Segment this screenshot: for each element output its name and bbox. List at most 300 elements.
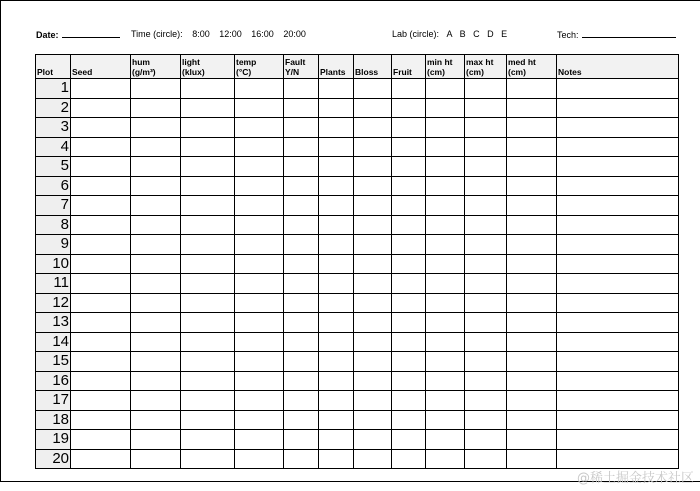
cell-plants[interactable] xyxy=(319,215,354,235)
cell-bloss[interactable] xyxy=(354,449,392,469)
cell-med-ht[interactable] xyxy=(507,313,557,333)
cell-max-ht[interactable] xyxy=(465,391,507,411)
cell-temp[interactable] xyxy=(235,157,284,177)
cell-light[interactable] xyxy=(181,137,235,157)
cell-fruit[interactable] xyxy=(392,352,426,372)
cell-plants[interactable] xyxy=(319,430,354,450)
cell-notes[interactable] xyxy=(557,293,679,313)
column-header-seed xyxy=(71,55,131,79)
cell-fault[interactable] xyxy=(284,79,319,99)
cell-bloss[interactable] xyxy=(354,410,392,430)
cell-max-ht[interactable] xyxy=(465,98,507,118)
cell-min-ht[interactable] xyxy=(426,430,465,450)
cell-fruit[interactable] xyxy=(392,176,426,196)
lab-option: C xyxy=(473,29,480,39)
cell-temp[interactable] xyxy=(235,176,284,196)
cell-seed[interactable] xyxy=(71,235,131,255)
cell-max-ht[interactable] xyxy=(465,332,507,352)
cell-med-ht[interactable] xyxy=(507,196,557,216)
cell-light[interactable] xyxy=(181,79,235,99)
cell-light[interactable] xyxy=(181,235,235,255)
cell-temp[interactable] xyxy=(235,410,284,430)
date-blank-line xyxy=(62,29,120,38)
cell-light[interactable] xyxy=(181,391,235,411)
column-header-fruit xyxy=(392,55,426,79)
column-header-hum xyxy=(131,55,181,79)
cell-fruit[interactable] xyxy=(392,449,426,469)
cell-seed[interactable] xyxy=(71,293,131,313)
cell-fault[interactable] xyxy=(284,449,319,469)
cell-light[interactable] xyxy=(181,118,235,138)
cell-seed[interactable] xyxy=(71,196,131,216)
cell-plants[interactable] xyxy=(319,274,354,294)
cell-fault[interactable] xyxy=(284,137,319,157)
cell-med-ht[interactable] xyxy=(507,332,557,352)
cell-max-ht[interactable] xyxy=(465,449,507,469)
cell-fault[interactable] xyxy=(284,196,319,216)
cell-fruit[interactable] xyxy=(392,293,426,313)
cell-bloss[interactable] xyxy=(354,371,392,391)
cell-hum[interactable] xyxy=(131,196,181,216)
cell-temp[interactable] xyxy=(235,430,284,450)
cell-bloss[interactable] xyxy=(354,391,392,411)
cell-seed[interactable] xyxy=(71,430,131,450)
column-header-light xyxy=(181,55,235,79)
cell-bloss[interactable] xyxy=(354,118,392,138)
cell-temp[interactable] xyxy=(235,79,284,99)
cell-max-ht[interactable] xyxy=(465,196,507,216)
cell-hum[interactable] xyxy=(131,391,181,411)
table-row xyxy=(36,176,679,196)
cell-min-ht[interactable] xyxy=(426,98,465,118)
cell-notes[interactable] xyxy=(557,98,679,118)
table-row xyxy=(36,196,679,216)
cell-bloss[interactable] xyxy=(354,176,392,196)
cell-fruit[interactable] xyxy=(392,332,426,352)
cell-plants[interactable] xyxy=(319,391,354,411)
cell-notes[interactable] xyxy=(557,313,679,333)
cell-notes[interactable] xyxy=(557,137,679,157)
cell-fault[interactable] xyxy=(284,352,319,372)
cell-notes[interactable] xyxy=(557,157,679,177)
cell-fruit[interactable] xyxy=(392,196,426,216)
column-header-med-ht xyxy=(507,55,557,79)
cell-light[interactable] xyxy=(181,352,235,372)
cell-fault[interactable] xyxy=(284,215,319,235)
cell-hum[interactable] xyxy=(131,371,181,391)
cell-med-ht[interactable] xyxy=(507,274,557,294)
cell-med-ht[interactable] xyxy=(507,215,557,235)
table-row xyxy=(36,157,679,177)
cell-fault[interactable] xyxy=(284,235,319,255)
tech-label: Tech: xyxy=(557,30,579,40)
cell-light[interactable] xyxy=(181,176,235,196)
cell-seed[interactable] xyxy=(71,371,131,391)
cell-med-ht[interactable] xyxy=(507,254,557,274)
table-row xyxy=(36,137,679,157)
cell-min-ht[interactable] xyxy=(426,118,465,138)
cell-min-ht[interactable] xyxy=(426,79,465,99)
cell-hum[interactable] xyxy=(131,176,181,196)
table-row xyxy=(36,410,679,430)
cell-seed[interactable] xyxy=(71,176,131,196)
cell-fruit[interactable] xyxy=(392,254,426,274)
cell-plants[interactable] xyxy=(319,196,354,216)
cell-temp[interactable] xyxy=(235,371,284,391)
cell-temp[interactable] xyxy=(235,352,284,372)
cell-bloss[interactable] xyxy=(354,274,392,294)
cell-plants[interactable] xyxy=(319,118,354,138)
cell-med-ht[interactable] xyxy=(507,371,557,391)
cell-med-ht[interactable] xyxy=(507,449,557,469)
cell-min-ht[interactable] xyxy=(426,235,465,255)
cell-seed[interactable] xyxy=(71,137,131,157)
cell-seed[interactable] xyxy=(71,118,131,138)
plot-number: 10 xyxy=(36,254,71,274)
cell-fruit[interactable] xyxy=(392,215,426,235)
cell-hum[interactable] xyxy=(131,79,181,99)
table-row xyxy=(36,430,679,450)
cell-bloss[interactable] xyxy=(354,157,392,177)
cell-fruit[interactable] xyxy=(392,430,426,450)
cell-notes[interactable] xyxy=(557,254,679,274)
cell-seed[interactable] xyxy=(71,352,131,372)
cell-plants[interactable] xyxy=(319,157,354,177)
column-header-line2: Seed xyxy=(72,67,93,77)
cell-notes[interactable] xyxy=(557,430,679,450)
cell-light[interactable] xyxy=(181,254,235,274)
cell-min-ht[interactable] xyxy=(426,371,465,391)
cell-plants[interactable] xyxy=(319,137,354,157)
column-header-notes xyxy=(557,55,679,79)
cell-notes[interactable] xyxy=(557,215,679,235)
cell-temp[interactable] xyxy=(235,449,284,469)
table-row xyxy=(36,79,679,99)
column-header-line1: light xyxy=(182,57,200,67)
cell-max-ht[interactable] xyxy=(465,352,507,372)
cell-min-ht[interactable] xyxy=(426,157,465,177)
cell-plants[interactable] xyxy=(319,371,354,391)
cell-fruit[interactable] xyxy=(392,137,426,157)
cell-fruit[interactable] xyxy=(392,371,426,391)
cell-bloss[interactable] xyxy=(354,352,392,372)
cell-max-ht[interactable] xyxy=(465,293,507,313)
column-header-line1: med ht xyxy=(508,57,536,67)
plot-number: 9 xyxy=(36,235,71,255)
table-row xyxy=(36,391,679,411)
cell-plants[interactable] xyxy=(319,79,354,99)
column-header-line1 xyxy=(320,57,353,67)
cell-fruit[interactable] xyxy=(392,79,426,99)
column-header-line1 xyxy=(558,57,678,67)
cell-med-ht[interactable] xyxy=(507,118,557,138)
cell-max-ht[interactable] xyxy=(465,254,507,274)
cell-notes[interactable] xyxy=(557,352,679,372)
lab-option: E xyxy=(501,29,508,39)
column-header-line2: Fruit xyxy=(393,67,412,77)
cell-fault[interactable] xyxy=(284,391,319,411)
cell-bloss[interactable] xyxy=(354,235,392,255)
table-row xyxy=(36,352,679,372)
cell-hum[interactable] xyxy=(131,274,181,294)
table-row xyxy=(36,235,679,255)
cell-notes[interactable] xyxy=(557,196,679,216)
cell-fault[interactable] xyxy=(284,313,319,333)
cell-hum[interactable] xyxy=(131,157,181,177)
cell-med-ht[interactable] xyxy=(507,352,557,372)
cell-seed[interactable] xyxy=(71,332,131,352)
cell-fault[interactable] xyxy=(284,254,319,274)
cell-fault[interactable] xyxy=(284,371,319,391)
cell-min-ht[interactable] xyxy=(426,449,465,469)
cell-temp[interactable] xyxy=(235,235,284,255)
cell-temp[interactable] xyxy=(235,215,284,235)
cell-bloss[interactable] xyxy=(354,196,392,216)
column-header-line1: max ht xyxy=(466,57,494,67)
cell-light[interactable] xyxy=(181,215,235,235)
cell-fruit[interactable] xyxy=(392,391,426,411)
plot-number: 6 xyxy=(36,176,71,196)
column-header-line1 xyxy=(37,57,70,67)
cell-seed[interactable] xyxy=(71,157,131,177)
cell-hum[interactable] xyxy=(131,235,181,255)
cell-hum[interactable] xyxy=(131,254,181,274)
cell-seed[interactable] xyxy=(71,215,131,235)
column-header-line1: temp xyxy=(236,57,257,67)
cell-med-ht[interactable] xyxy=(507,293,557,313)
column-header-line1 xyxy=(72,57,130,67)
cell-plants[interactable] xyxy=(319,254,354,274)
cell-hum[interactable] xyxy=(131,98,181,118)
cell-light[interactable] xyxy=(181,449,235,469)
cell-fruit[interactable] xyxy=(392,274,426,294)
cell-max-ht[interactable] xyxy=(465,430,507,450)
cell-light[interactable] xyxy=(181,332,235,352)
cell-hum[interactable] xyxy=(131,293,181,313)
cell-plants[interactable] xyxy=(319,313,354,333)
cell-fault[interactable] xyxy=(284,332,319,352)
cell-min-ht[interactable] xyxy=(426,137,465,157)
cell-notes[interactable] xyxy=(557,118,679,138)
cell-plants[interactable] xyxy=(319,332,354,352)
cell-min-ht[interactable] xyxy=(426,215,465,235)
cell-temp[interactable] xyxy=(235,98,284,118)
cell-light[interactable] xyxy=(181,157,235,177)
cell-notes[interactable] xyxy=(557,449,679,469)
cell-min-ht[interactable] xyxy=(426,313,465,333)
plot-log-table xyxy=(35,54,679,469)
cell-bloss[interactable] xyxy=(354,293,392,313)
cell-min-ht[interactable] xyxy=(426,391,465,411)
cell-bloss[interactable] xyxy=(354,98,392,118)
cell-min-ht[interactable] xyxy=(426,332,465,352)
cell-notes[interactable] xyxy=(557,235,679,255)
cell-max-ht[interactable] xyxy=(465,215,507,235)
table-header-row xyxy=(36,55,679,79)
cell-min-ht[interactable] xyxy=(426,293,465,313)
column-header-line1: hum xyxy=(132,57,150,67)
cell-bloss[interactable] xyxy=(354,254,392,274)
cell-plants[interactable] xyxy=(319,449,354,469)
cell-temp[interactable] xyxy=(235,254,284,274)
cell-temp[interactable] xyxy=(235,118,284,138)
cell-temp[interactable] xyxy=(235,137,284,157)
cell-seed[interactable] xyxy=(71,79,131,99)
cell-fruit[interactable] xyxy=(392,235,426,255)
cell-notes[interactable] xyxy=(557,274,679,294)
cell-notes[interactable] xyxy=(557,332,679,352)
cell-max-ht[interactable] xyxy=(465,313,507,333)
column-header-line1: min ht xyxy=(427,57,453,67)
table-row xyxy=(36,293,679,313)
cell-hum[interactable] xyxy=(131,410,181,430)
cell-bloss[interactable] xyxy=(354,137,392,157)
column-header-line2: Y/N xyxy=(285,67,300,77)
date-field xyxy=(36,29,120,40)
cell-fruit[interactable] xyxy=(392,313,426,333)
cell-light[interactable] xyxy=(181,274,235,294)
plot-number: 16 xyxy=(36,371,71,391)
cell-fault[interactable] xyxy=(284,157,319,177)
table-row xyxy=(36,118,679,138)
cell-fruit[interactable] xyxy=(392,98,426,118)
cell-fruit[interactable] xyxy=(392,410,426,430)
cell-seed[interactable] xyxy=(71,254,131,274)
cell-min-ht[interactable] xyxy=(426,274,465,294)
cell-notes[interactable] xyxy=(557,371,679,391)
cell-med-ht[interactable] xyxy=(507,235,557,255)
cell-notes[interactable] xyxy=(557,79,679,99)
time-field xyxy=(131,29,306,39)
column-header-bloss xyxy=(354,55,392,79)
cell-hum[interactable] xyxy=(131,118,181,138)
cell-temp[interactable] xyxy=(235,313,284,333)
cell-temp[interactable] xyxy=(235,196,284,216)
cell-med-ht[interactable] xyxy=(507,176,557,196)
plot-number: 14 xyxy=(36,332,71,352)
cell-temp[interactable] xyxy=(235,332,284,352)
tech-blank-line xyxy=(582,29,676,38)
cell-light[interactable] xyxy=(181,196,235,216)
cell-max-ht[interactable] xyxy=(465,274,507,294)
cell-med-ht[interactable] xyxy=(507,79,557,99)
cell-light[interactable] xyxy=(181,313,235,333)
cell-hum[interactable] xyxy=(131,332,181,352)
cell-med-ht[interactable] xyxy=(507,391,557,411)
cell-temp[interactable] xyxy=(235,293,284,313)
plot-number: 19 xyxy=(36,430,71,450)
cell-fruit[interactable] xyxy=(392,157,426,177)
cell-seed[interactable] xyxy=(71,391,131,411)
cell-notes[interactable] xyxy=(557,176,679,196)
cell-seed[interactable] xyxy=(71,274,131,294)
cell-fault[interactable] xyxy=(284,293,319,313)
cell-max-ht[interactable] xyxy=(465,118,507,138)
plot-number: 17 xyxy=(36,391,71,411)
lab-option: B xyxy=(459,29,466,39)
cell-min-ht[interactable] xyxy=(426,176,465,196)
cell-fault[interactable] xyxy=(284,98,319,118)
cell-hum[interactable] xyxy=(131,215,181,235)
cell-bloss[interactable] xyxy=(354,313,392,333)
cell-light[interactable] xyxy=(181,371,235,391)
cell-fault[interactable] xyxy=(284,176,319,196)
cell-light[interactable] xyxy=(181,410,235,430)
cell-max-ht[interactable] xyxy=(465,235,507,255)
cell-med-ht[interactable] xyxy=(507,430,557,450)
plot-number: 11 xyxy=(36,274,71,294)
cell-med-ht[interactable] xyxy=(507,157,557,177)
cell-min-ht[interactable] xyxy=(426,352,465,372)
table-row xyxy=(36,313,679,333)
cell-max-ht[interactable] xyxy=(465,137,507,157)
cell-temp[interactable] xyxy=(235,391,284,411)
cell-hum[interactable] xyxy=(131,352,181,372)
time-option: 20:00 xyxy=(283,29,306,39)
cell-temp[interactable] xyxy=(235,274,284,294)
cell-fault[interactable] xyxy=(284,274,319,294)
cell-seed[interactable] xyxy=(71,410,131,430)
plot-number: 2 xyxy=(36,98,71,118)
cell-light[interactable] xyxy=(181,430,235,450)
cell-min-ht[interactable] xyxy=(426,254,465,274)
cell-light[interactable] xyxy=(181,293,235,313)
cell-hum[interactable] xyxy=(131,313,181,333)
plot-number: 3 xyxy=(36,118,71,138)
cell-notes[interactable] xyxy=(557,391,679,411)
cell-seed[interactable] xyxy=(71,449,131,469)
cell-plants[interactable] xyxy=(319,410,354,430)
cell-fault[interactable] xyxy=(284,410,319,430)
cell-hum[interactable] xyxy=(131,137,181,157)
cell-max-ht[interactable] xyxy=(465,410,507,430)
cell-plants[interactable] xyxy=(319,235,354,255)
cell-plants[interactable] xyxy=(319,352,354,372)
cell-med-ht[interactable] xyxy=(507,98,557,118)
cell-max-ht[interactable] xyxy=(465,157,507,177)
cell-max-ht[interactable] xyxy=(465,371,507,391)
cell-bloss[interactable] xyxy=(354,430,392,450)
cell-plants[interactable] xyxy=(319,176,354,196)
tech-field xyxy=(557,29,676,40)
cell-fault[interactable] xyxy=(284,430,319,450)
cell-fault[interactable] xyxy=(284,118,319,138)
time-option: 16:00 xyxy=(251,29,274,39)
cell-max-ht[interactable] xyxy=(465,79,507,99)
date-label: Date: xyxy=(36,30,59,40)
cell-notes[interactable] xyxy=(557,410,679,430)
cell-bloss[interactable] xyxy=(354,79,392,99)
column-header-plot xyxy=(36,55,71,79)
cell-med-ht[interactable] xyxy=(507,410,557,430)
cell-max-ht[interactable] xyxy=(465,176,507,196)
cell-plants[interactable] xyxy=(319,98,354,118)
table-row xyxy=(36,274,679,294)
cell-min-ht[interactable] xyxy=(426,196,465,216)
cell-seed[interactable] xyxy=(71,313,131,333)
cell-plants[interactable] xyxy=(319,293,354,313)
cell-bloss[interactable] xyxy=(354,332,392,352)
cell-fruit[interactable] xyxy=(392,118,426,138)
cell-seed[interactable] xyxy=(71,98,131,118)
cell-med-ht[interactable] xyxy=(507,137,557,157)
cell-hum[interactable] xyxy=(131,449,181,469)
cell-hum[interactable] xyxy=(131,430,181,450)
column-header-fault xyxy=(284,55,319,79)
cell-min-ht[interactable] xyxy=(426,410,465,430)
cell-bloss[interactable] xyxy=(354,215,392,235)
cell-light[interactable] xyxy=(181,98,235,118)
